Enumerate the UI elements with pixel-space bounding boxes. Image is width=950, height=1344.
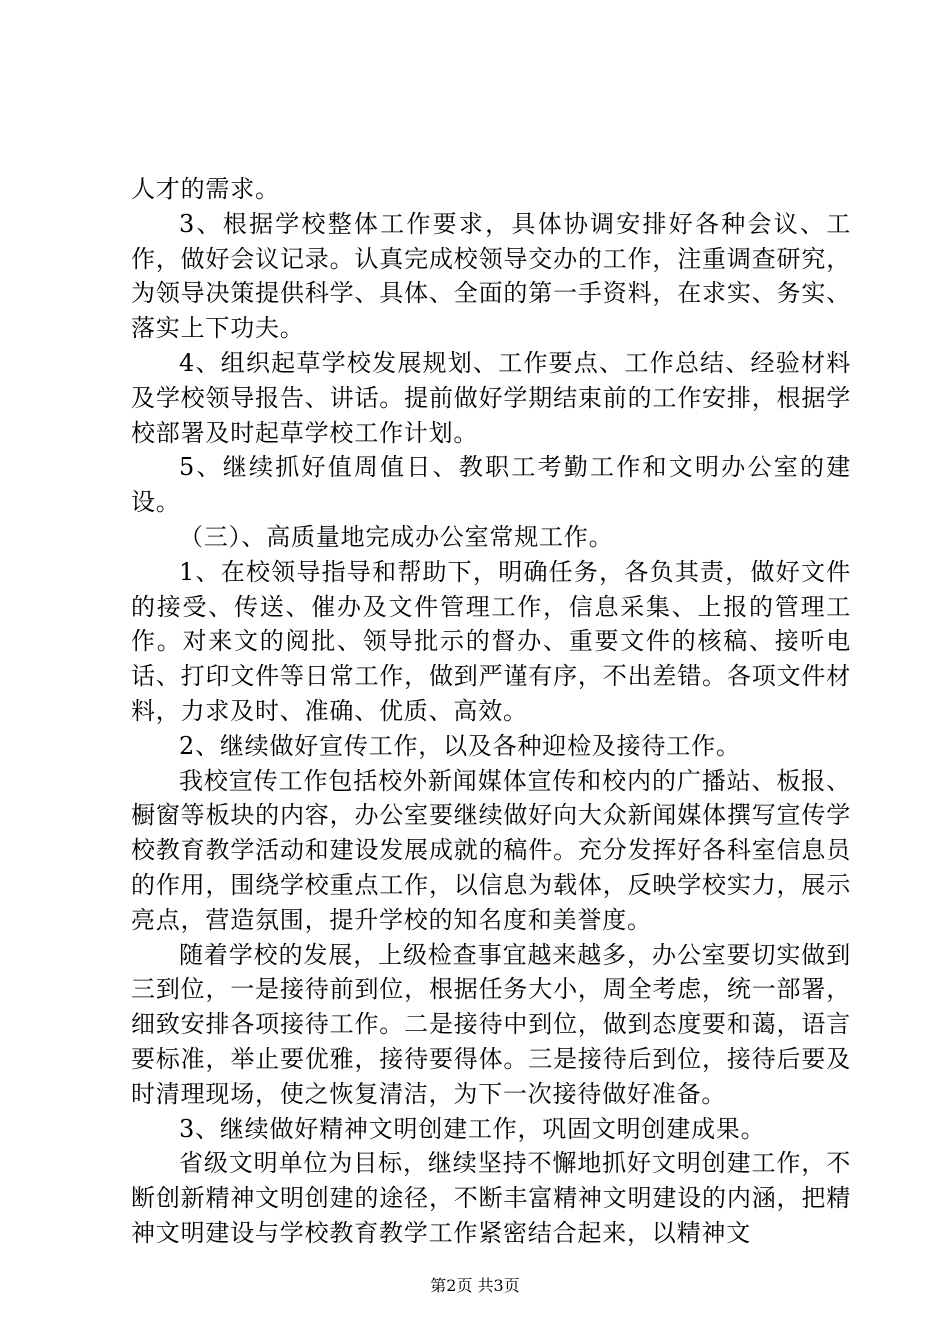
paragraph-11: 省级文明单位为目标，继续坚持不懈地抓好文明创建工作，不断创新精神文明创建的途径，不断丰富精神文明建设的内涵，把精神文明建设与学校教育教学工作紧密结合起来，以精神文 [131,1149,851,1247]
paragraph-9: 随着学校的发展，上级检查事宜越来越多，办公室要切实做到三到位，一是接待前到位，根据任务大小，周全考虑，统一部署，细致安排各项接待工作。二是接待中到位，做到态度要和蔼，语言要标准，举止要优雅，接待要得体。三是接待后到位，接待后要及时清理现场，使之恢复清洁，为下一次接待做好准备。 [131,940,851,1108]
paragraph-1: 人才的需求。 [131,175,280,203]
document-body [131,172,851,1251]
paragraph-10: 3、继续做好精神文明创建工作，巩固文明创建成果。 [179,1114,766,1143]
page-footer: 第2页 共3页 [430,1276,520,1295]
paragraph-8: 我校宣传工作包括校外新闻媒体宣传和校内的广播站、板报、橱窗等板块的内容，办公室要继续做好向大众新闻媒体撰写宣传学校教育教学活动和建设发展成就的稿件。充分发挥好各科室信息员的作用，围绕学校重点工作，以信息为载体，反映学校实力，展示亮点，营造氛围，提升学校的知名度和美誉度。 [131,766,851,934]
paragraph-2: 3、根据学校整体工作要求，具体协调安排好各种会议、工作，做好会议记录。认真完成校领导交办的工作，注重调查研究，为领导决策提供科学、具体、全面的第一手资料，在求实、务实、落实上下功夫。 [131,209,851,343]
section-heading: （三）、高质量地完成办公室常规工作。 [179,522,614,551]
paragraph-7: 2、继续做好宣传工作，以及各种迎检及接待工作。 [179,731,741,760]
paragraph-4: 5、继续抓好值周值日、教职工考勤工作和文明办公室的建设。 [131,453,851,517]
paragraph-6: 1、在校领导指导和帮助下，明确任务，各负其责，做好文件的接受、传送、催办及文件管理工作，信息采集、上报的管理工作。对来文的阅批、领导批示的督办、重要文件的核稿、接听电话、打印文件等日常工作，做到严谨有序，不出差错。各项文件材料，力求及时、准确、优质、高效。 [131,557,851,725]
paragraph-3: 4、组织起草学校发展规划、工作要点、工作总结、经验材料及学校领导报告、讲话。提前做好学期结束前的工作安排，根据学校部署及时起草学校工作计划。 [131,348,851,447]
